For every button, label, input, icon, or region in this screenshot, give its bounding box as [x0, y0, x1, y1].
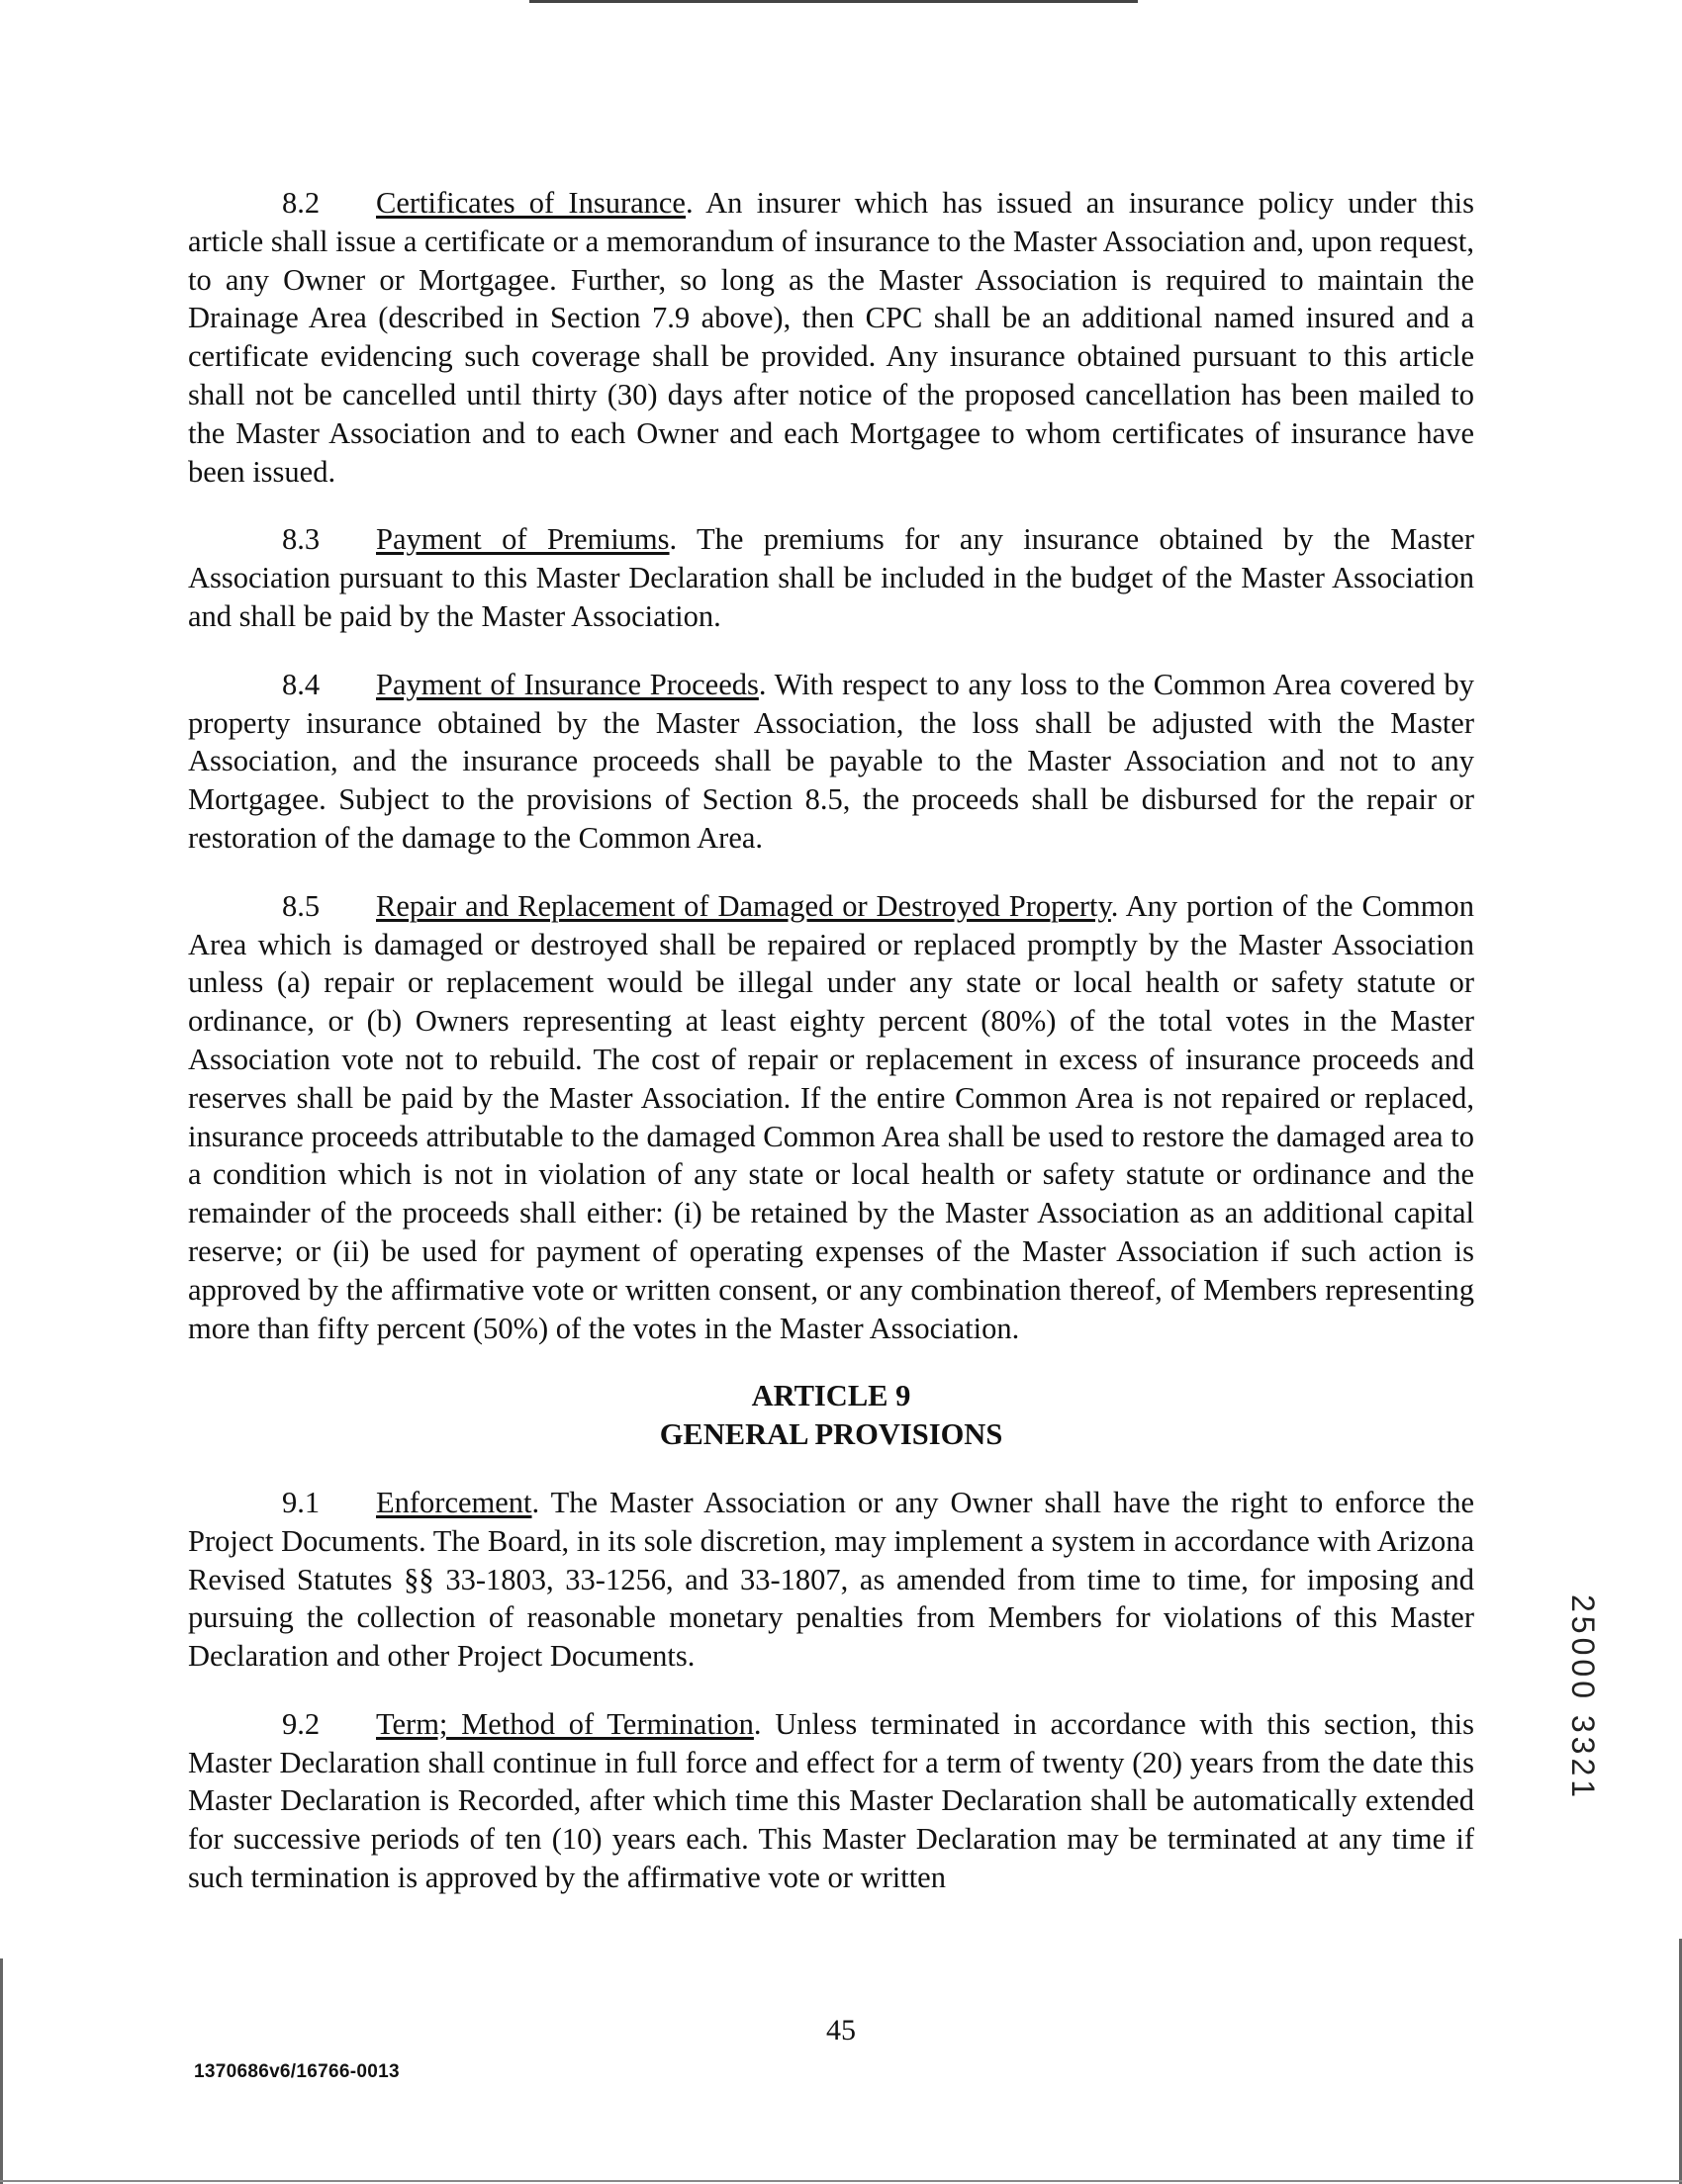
section-number: 9.2 — [282, 1706, 321, 1741]
margin-stamp: 25000 3321 — [1565, 1594, 1601, 1802]
scan-artifact-left — [0, 1958, 3, 2184]
section-title: Certificates of Insurance — [376, 186, 686, 220]
section-number: 8.4 — [282, 667, 321, 701]
section-text: . Any portion of the Common Area which is damaged or destroyed shall be repaired or replaced promptly by the Master Association unless (a) repair or replacement would be illegal under any state or local health or safety statute or ordinance, or (b) Owners representing at least eighty percent (80%) of the total votes in the Master Association vote not to rebuild. The cost of repair or replacement in excess of insurance proceeds and reserves shall be paid by the Master Association. If the entire Common Area is not repaired or replaced, insurance proceeds attributable to the damaged Common Area shall be used to restore the damaged area to a condition which is not in violation of any state or local health or safety statute or ordinance and the remainder of the proceeds shall either: (i) be retained by the Master Association as an additional capital reserve; or (ii) be used for payment of operating expenses of the Master Association if such action is approved by the affirmative vote or written consent, or any combination thereof, of Members representing more than fifty percent (50%) of the votes in the Master Association. — [188, 888, 1474, 1345]
scan-artifact-top — [529, 0, 1138, 3]
section-title: Repair and Replacement of Damaged or Destroyed Property — [376, 888, 1111, 923]
section-number: 8.3 — [282, 522, 321, 557]
section-number: 8.2 — [282, 186, 321, 220]
scan-artifact-bottom — [0, 2180, 1682, 2182]
page-number: 45 — [826, 2014, 856, 2047]
section-title: Enforcement — [376, 1485, 532, 1519]
section-text: . An insurer which has issued an insurance policy under this article shall issue a certificate or a memorandum of insurance to the Master Association and, upon request, to any Owner or Mortgagee. Further, so long as the Master Association is required to maintain the Drainage Area (described in Section 7.9 above), then CPC shall be an additional named insured and a certificate evidencing such coverage shall be provided. Any insurance obtained pursuant to this article shall not be cancelled until thirty (30) days after notice of the proposed cancellation has been mailed to the Master Association and to each Owner and each Mortgagee to whom certificates of insurance have been issued. — [188, 186, 1474, 489]
body-text — [188, 184, 1474, 1927]
section-number: 8.5 — [282, 888, 321, 923]
article-number: ARTICLE 9 — [751, 1379, 911, 1413]
section-text: . With respect to any loss to the Common Area covered by property insurance obtained by the Master Association, the loss shall be adjusted with the Master Association, and the insurance proceeds shall be payable to the Master Association and not to any Mortgagee. Subject to the provisions of Section 8.5, the proceeds shall be disbursed for the repair or restoration of the damage to the Common Area. — [188, 667, 1474, 855]
section-title: Term; Method of Termination — [376, 1706, 754, 1741]
section-9-2 — [188, 1705, 1474, 1897]
section-8-3 — [188, 520, 1474, 635]
section-number: 9.1 — [282, 1485, 321, 1519]
document-id: 1370686v6/16766-0013 — [194, 2061, 400, 2082]
section-9-1 — [188, 1484, 1474, 1676]
section-text: . The Master Association or any Owner shall have the right to enforce the Project Documents. The Board, in its sole discretion, may implement a system in accordance with Arizona Revised Statutes §§ 33-1803, 33-1256, and 33-1807, as amended from time to time, for imposing and pursuing the collection of reasonable monetary penalties from Members for violations of this Master Declaration and other Project Documents. — [188, 1485, 1474, 1674]
section-text: . Unless terminated in accordance with this section, this Master Declaration shall continue in full force and effect for a term of twenty (20) years from the date this Master Declaration is Recorded, after which time this Master Declaration shall be automatically extended for successive periods of ten (10) years each. This Master Declaration may be terminated at any time if such termination is approved by the affirmative vote or written — [188, 1706, 1474, 1895]
section-8-4 — [188, 666, 1474, 858]
section-title: Payment of Premiums — [376, 522, 670, 557]
article-heading — [188, 1377, 1474, 1454]
article-title: GENERAL PROVISIONS — [659, 1417, 1003, 1452]
section-title: Payment of Insurance Proceeds — [376, 667, 759, 701]
section-text: . The premiums for any insurance obtained by the Master Association pursuant to this Master Declaration shall be included in the budget of the Master Association and shall be paid by the Master Association. — [188, 522, 1475, 633]
section-8-5 — [188, 887, 1474, 1348]
section-8-2 — [188, 184, 1474, 491]
